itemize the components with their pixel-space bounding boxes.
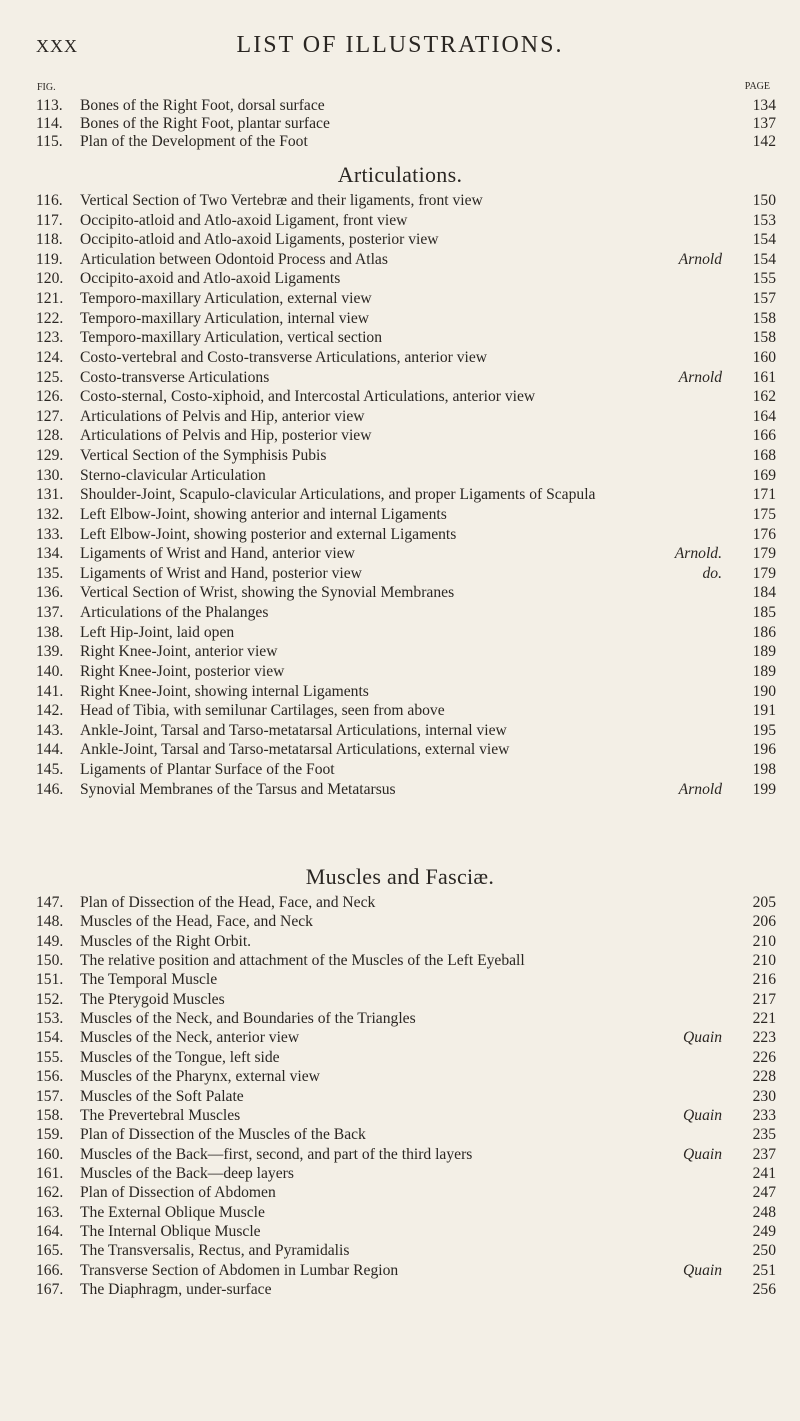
figure-caption: Shoulder-Joint, Scapulo-clavicular Articulations, and proper Ligaments of Scapula bbox=[80, 486, 596, 504]
page-number: 248 bbox=[752, 1203, 776, 1221]
page-number: 189 bbox=[752, 643, 776, 661]
figure-caption: Ligaments of Wrist and Hand, anterior view bbox=[80, 545, 355, 563]
figure-number: 162. bbox=[36, 1184, 64, 1202]
page-number: 249 bbox=[752, 1222, 776, 1240]
figure-caption: Plan of Dissection of Abdomen bbox=[80, 1184, 276, 1202]
figure-caption: Synovial Membranes of the Tarsus and Metatarsus bbox=[80, 780, 396, 798]
source-credit: Quain bbox=[683, 1029, 722, 1047]
figure-number: 144. bbox=[36, 741, 64, 759]
figure-caption: The Transversalis, Rectus, and Pyramidalis bbox=[80, 1242, 350, 1260]
figure-number: 116. bbox=[36, 192, 63, 209]
page-number: 216 bbox=[752, 971, 776, 989]
list-item bbox=[36, 269, 776, 289]
page-number: 179 bbox=[752, 545, 776, 563]
figure-number: 167. bbox=[36, 1281, 64, 1298]
list-item bbox=[36, 426, 776, 446]
page-number: 161 bbox=[752, 368, 776, 386]
figure-caption: Muscles of the Back—first, second, and part of the third layers bbox=[80, 1145, 473, 1163]
figure-caption: Muscles of the Neck, and Boundaries of the Triangles bbox=[80, 1010, 416, 1028]
page-number: 155 bbox=[752, 270, 776, 288]
figure-number: 126. bbox=[36, 388, 64, 406]
figure-caption: Muscles of the Neck, anterior view bbox=[80, 1029, 300, 1047]
figure-caption: Muscles of the Head, Face, and Neck bbox=[80, 913, 313, 931]
page-number: 226 bbox=[752, 1048, 776, 1066]
page-number: 210 bbox=[752, 932, 776, 950]
page-number: 158 bbox=[752, 329, 776, 347]
figure-number: 122. bbox=[36, 309, 64, 327]
page-number: 235 bbox=[752, 1126, 776, 1144]
figure-number: 165. bbox=[36, 1242, 64, 1260]
source-credit: Arnold bbox=[678, 780, 722, 798]
page-number: 162 bbox=[752, 388, 776, 406]
figure-caption: Plan of Dissection of the Head, Face, and Neck bbox=[80, 894, 376, 911]
figure-number: 123. bbox=[36, 329, 64, 347]
figure-caption: The Internal Oblique Muscle bbox=[80, 1222, 261, 1240]
page-number: 233 bbox=[752, 1106, 776, 1124]
page-number: 250 bbox=[752, 1242, 776, 1260]
figure-number: 113. bbox=[36, 97, 63, 114]
page-number: 160 bbox=[752, 348, 776, 366]
figure-caption: Occipito-atloid and Atlo-axoid Ligaments, posterior view bbox=[80, 231, 439, 249]
figure-number: 137. bbox=[36, 604, 64, 622]
list-item bbox=[36, 211, 776, 231]
figure-caption: Ligaments of Wrist and Hand, posterior view bbox=[80, 564, 362, 582]
figure-caption: The External Oblique Muscle bbox=[80, 1203, 265, 1221]
figure-caption: Left Elbow-Joint, showing posterior and external Ligaments bbox=[80, 525, 457, 543]
figure-number: 140. bbox=[36, 662, 64, 680]
page-number: 158 bbox=[752, 309, 776, 327]
source-credit: Quain bbox=[683, 1145, 722, 1163]
figure-caption: Right Knee-Joint, posterior view bbox=[80, 662, 285, 680]
list-item bbox=[36, 348, 776, 368]
figure-caption: Temporo-maxillary Articulation, external view bbox=[80, 290, 372, 308]
figure-number: 139. bbox=[36, 643, 64, 661]
figure-number: 157. bbox=[36, 1087, 64, 1105]
list-item bbox=[36, 583, 776, 603]
page-number: 198 bbox=[752, 760, 776, 778]
page-number: 157 bbox=[752, 290, 776, 308]
page-number: 134 bbox=[752, 97, 776, 114]
figure-caption: Plan of the Development of the Foot bbox=[80, 133, 308, 150]
figure-number: 119. bbox=[36, 250, 63, 268]
page-number: 168 bbox=[752, 447, 776, 465]
list-item bbox=[36, 603, 776, 623]
list-item bbox=[36, 740, 776, 760]
figure-caption: The Pterygoid Muscles bbox=[80, 990, 225, 1008]
list-item bbox=[36, 1222, 776, 1242]
figure-caption: Right Knee-Joint, showing internal Ligaments bbox=[80, 682, 369, 700]
figure-number: 132. bbox=[36, 505, 64, 523]
list-item bbox=[36, 990, 776, 1010]
list-item bbox=[36, 682, 776, 702]
figure-caption: Articulations of the Phalanges bbox=[80, 604, 269, 622]
figure-number: 133. bbox=[36, 525, 64, 543]
figure-number: 128. bbox=[36, 427, 64, 445]
page-number: 221 bbox=[752, 1010, 776, 1028]
list-item bbox=[36, 505, 776, 525]
figure-number: 163. bbox=[36, 1203, 64, 1221]
page-number: 210 bbox=[752, 952, 776, 970]
list-item bbox=[36, 1183, 776, 1203]
figure-number: 151. bbox=[36, 971, 64, 989]
page-number: 256 bbox=[752, 1281, 776, 1298]
source-credit: do. bbox=[702, 564, 722, 582]
page-number: 154 bbox=[752, 250, 776, 268]
figure-caption: Bones of the Right Foot, dorsal surface bbox=[80, 97, 325, 114]
source-credit: Arnold bbox=[678, 368, 722, 386]
figure-number: 142. bbox=[36, 702, 64, 720]
figure-caption: Ligaments of Plantar Surface of the Foot bbox=[80, 760, 335, 778]
list-item bbox=[36, 662, 776, 682]
page-number: 230 bbox=[752, 1087, 776, 1105]
page-number: 195 bbox=[752, 721, 776, 739]
page-number: 171 bbox=[752, 486, 776, 504]
page-number: 186 bbox=[752, 623, 776, 641]
figure-caption: Articulations of Pelvis and Hip, posterior view bbox=[80, 427, 372, 445]
figure-caption: Articulation between Odontoid Process and Atlas bbox=[80, 250, 388, 268]
page-number: 175 bbox=[752, 505, 776, 523]
page-number: 185 bbox=[752, 604, 776, 622]
figure-number: 159. bbox=[36, 1126, 64, 1144]
list-item bbox=[36, 760, 776, 780]
page-numeral: XXX bbox=[36, 36, 78, 56]
source-credit: Arnold bbox=[678, 250, 722, 268]
figure-caption: Costo-vertebral and Costo-transverse Articulations, anterior view bbox=[80, 348, 488, 366]
page-number: 199 bbox=[752, 780, 776, 798]
column-headers bbox=[0, 78, 800, 98]
figure-caption: The relative position and attachment of the Muscles of the Left Eyeball bbox=[80, 952, 525, 970]
figure-number: 125. bbox=[36, 368, 64, 386]
page-number: 189 bbox=[752, 662, 776, 680]
figure-caption: Muscles of the Soft Palate bbox=[80, 1087, 244, 1105]
list-item bbox=[36, 623, 776, 643]
figure-caption: Right Knee-Joint, anterior view bbox=[80, 643, 278, 661]
figure-caption: Vertical Section of Wrist, showing the Synovial Membranes bbox=[80, 584, 455, 602]
figure-number: 138. bbox=[36, 623, 64, 641]
list-item bbox=[36, 970, 776, 990]
page-number: 137 bbox=[752, 115, 776, 132]
page-number: 164 bbox=[752, 407, 776, 425]
list-item bbox=[36, 446, 776, 466]
figure-caption: Transverse Section of Abdomen in Lumbar Region bbox=[80, 1261, 399, 1279]
page-number: 191 bbox=[752, 702, 776, 720]
figure-caption: Left Hip-Joint, laid open bbox=[80, 623, 235, 641]
figure-caption: The Temporal Muscle bbox=[80, 971, 218, 989]
figure-caption: Left Elbow-Joint, showing anterior and internal Ligaments bbox=[80, 505, 447, 523]
figure-number: 155. bbox=[36, 1048, 64, 1066]
page-number: 196 bbox=[752, 741, 776, 759]
figure-number: 141. bbox=[36, 682, 64, 700]
page-number: 179 bbox=[752, 564, 776, 582]
figure-number: 143. bbox=[36, 721, 64, 739]
figure-caption: Costo-transverse Articulations bbox=[80, 368, 270, 386]
figure-caption: Ankle-Joint, Tarsal and Tarso-metatarsal Articulations, external view bbox=[80, 741, 510, 759]
list-item bbox=[36, 951, 776, 971]
figure-caption: Costo-sternal, Costo-xiphoid, and Intercostal Articulations, anterior view bbox=[80, 388, 536, 406]
list-item bbox=[36, 1067, 776, 1087]
list-item bbox=[36, 701, 776, 721]
figure-number: 152. bbox=[36, 990, 64, 1008]
figure-number: 129. bbox=[36, 447, 64, 465]
list-item bbox=[36, 912, 776, 932]
list-item bbox=[36, 932, 776, 952]
page-number: 176 bbox=[752, 525, 776, 543]
figure-caption: Head of Tibia, with semilunar Cartilages, seen from above bbox=[80, 702, 445, 720]
page-number: 169 bbox=[752, 466, 776, 484]
figure-number: 121. bbox=[36, 290, 64, 308]
figure-caption: Vertical Section of Two Vertebræ and their ligaments, front view bbox=[80, 192, 483, 209]
page-number: 223 bbox=[752, 1029, 776, 1047]
figure-number: 130. bbox=[36, 466, 64, 484]
list-item bbox=[36, 544, 776, 564]
figure-number: 154. bbox=[36, 1029, 64, 1047]
list-item bbox=[36, 1164, 776, 1184]
page-number: 142 bbox=[752, 133, 776, 150]
page-number: 237 bbox=[752, 1145, 776, 1163]
figure-number: 114. bbox=[36, 115, 63, 132]
list-item bbox=[36, 1009, 776, 1029]
fig-column-label: FIG. bbox=[37, 82, 56, 93]
page-number: 206 bbox=[752, 913, 776, 931]
list-item bbox=[36, 230, 776, 250]
list-item bbox=[36, 368, 776, 388]
list-item bbox=[36, 407, 776, 427]
list-item bbox=[36, 564, 776, 584]
page-number: 241 bbox=[752, 1164, 776, 1182]
figure-number: 146. bbox=[36, 780, 64, 798]
figure-number: 117. bbox=[36, 211, 63, 229]
running-header bbox=[0, 26, 800, 66]
figure-caption: Occipito-atloid and Atlo-axoid Ligament, front view bbox=[80, 211, 408, 229]
page-title: LIST OF ILLUSTRATIONS. bbox=[236, 32, 564, 58]
figure-number: 153. bbox=[36, 1010, 64, 1028]
list-item bbox=[36, 1241, 776, 1261]
source-credit: Quain bbox=[683, 1106, 722, 1124]
figure-number: 134. bbox=[36, 545, 64, 563]
figure-number: 120. bbox=[36, 270, 64, 288]
figure-number: 115. bbox=[36, 133, 63, 150]
list-item bbox=[36, 132, 776, 152]
page-number: 190 bbox=[752, 682, 776, 700]
figure-caption: Sterno-clavicular Articulation bbox=[80, 466, 266, 484]
list-item bbox=[36, 309, 776, 329]
figure-caption: Plan of Dissection of the Muscles of the Back bbox=[80, 1126, 366, 1144]
figure-number: 160. bbox=[36, 1145, 64, 1163]
page-number: 205 bbox=[752, 894, 776, 911]
list-item bbox=[36, 893, 776, 913]
figure-number: 156. bbox=[36, 1068, 64, 1086]
figure-number: 135. bbox=[36, 564, 64, 582]
page-number: 154 bbox=[752, 231, 776, 249]
figure-number: 131. bbox=[36, 486, 64, 504]
figure-caption: The Prevertebral Muscles bbox=[80, 1106, 241, 1124]
list-item bbox=[36, 1106, 776, 1126]
list-item bbox=[36, 1125, 776, 1145]
list-item bbox=[36, 96, 776, 116]
list-item bbox=[36, 1048, 776, 1068]
figure-caption: Occipito-axoid and Atlo-axoid Ligaments bbox=[80, 270, 341, 288]
list-item bbox=[36, 114, 776, 134]
source-credit: Arnold. bbox=[674, 545, 722, 563]
figure-caption: Muscles of the Pharynx, external view bbox=[80, 1068, 320, 1086]
figure-caption: Temporo-maxillary Articulation, internal view bbox=[80, 309, 370, 327]
list-item bbox=[36, 642, 776, 662]
figure-number: 136. bbox=[36, 584, 64, 602]
figure-number: 118. bbox=[36, 231, 63, 249]
figure-number: 149. bbox=[36, 932, 64, 950]
figure-number: 161. bbox=[36, 1164, 64, 1182]
page-number: 166 bbox=[752, 427, 776, 445]
figure-number: 127. bbox=[36, 407, 64, 425]
page-number: 217 bbox=[752, 990, 776, 1008]
figure-number: 166. bbox=[36, 1261, 64, 1279]
figure-caption: Vertical Section of the Symphisis Pubis bbox=[80, 447, 327, 465]
list-item bbox=[36, 780, 776, 800]
section-heading-articulations: Articulations. bbox=[337, 162, 463, 187]
figure-caption: Muscles of the Back—deep layers bbox=[80, 1164, 294, 1182]
page-number: 247 bbox=[752, 1184, 776, 1202]
list-item bbox=[36, 485, 776, 505]
figure-number: 158. bbox=[36, 1106, 64, 1124]
page-column-label: PAGE bbox=[744, 81, 770, 92]
figure-number: 148. bbox=[36, 913, 64, 931]
list-item bbox=[36, 1087, 776, 1107]
figure-number: 147. bbox=[36, 894, 64, 911]
list-item bbox=[36, 1145, 776, 1165]
figure-caption: Temporo-maxillary Articulation, vertical section bbox=[80, 329, 383, 347]
list-item bbox=[36, 387, 776, 407]
figure-caption: Articulations of Pelvis and Hip, anterior view bbox=[80, 407, 365, 425]
page-number: 251 bbox=[752, 1261, 776, 1279]
section-heading-muscles: Muscles and Fasciæ. bbox=[305, 864, 495, 889]
list-item bbox=[36, 1028, 776, 1048]
page-number: 153 bbox=[752, 211, 776, 229]
list-item bbox=[36, 289, 776, 309]
figure-number: 145. bbox=[36, 760, 64, 778]
list-item bbox=[36, 1261, 776, 1281]
list-item bbox=[36, 466, 776, 486]
source-credit: Quain bbox=[683, 1261, 722, 1279]
figure-caption: Muscles of the Right Orbit. bbox=[80, 932, 252, 950]
list-item bbox=[36, 250, 776, 270]
figure-number: 164. bbox=[36, 1222, 64, 1240]
figure-number: 150. bbox=[36, 952, 64, 970]
figure-caption: Bones of the Right Foot, plantar surface bbox=[80, 115, 330, 132]
page-number: 150 bbox=[752, 192, 776, 209]
figure-number: 124. bbox=[36, 348, 64, 366]
figure-caption: Muscles of the Tongue, left side bbox=[80, 1048, 280, 1066]
page-number: 184 bbox=[752, 584, 776, 602]
list-item bbox=[36, 525, 776, 545]
list-item bbox=[36, 191, 776, 211]
figure-caption: Ankle-Joint, Tarsal and Tarso-metatarsal Articulations, internal view bbox=[80, 721, 507, 739]
list-item bbox=[36, 328, 776, 348]
list-item bbox=[36, 1280, 776, 1300]
list-item bbox=[36, 1203, 776, 1223]
page-number: 228 bbox=[752, 1068, 776, 1086]
list-item bbox=[36, 721, 776, 741]
figure-caption: The Diaphragm, under-surface bbox=[80, 1281, 272, 1298]
